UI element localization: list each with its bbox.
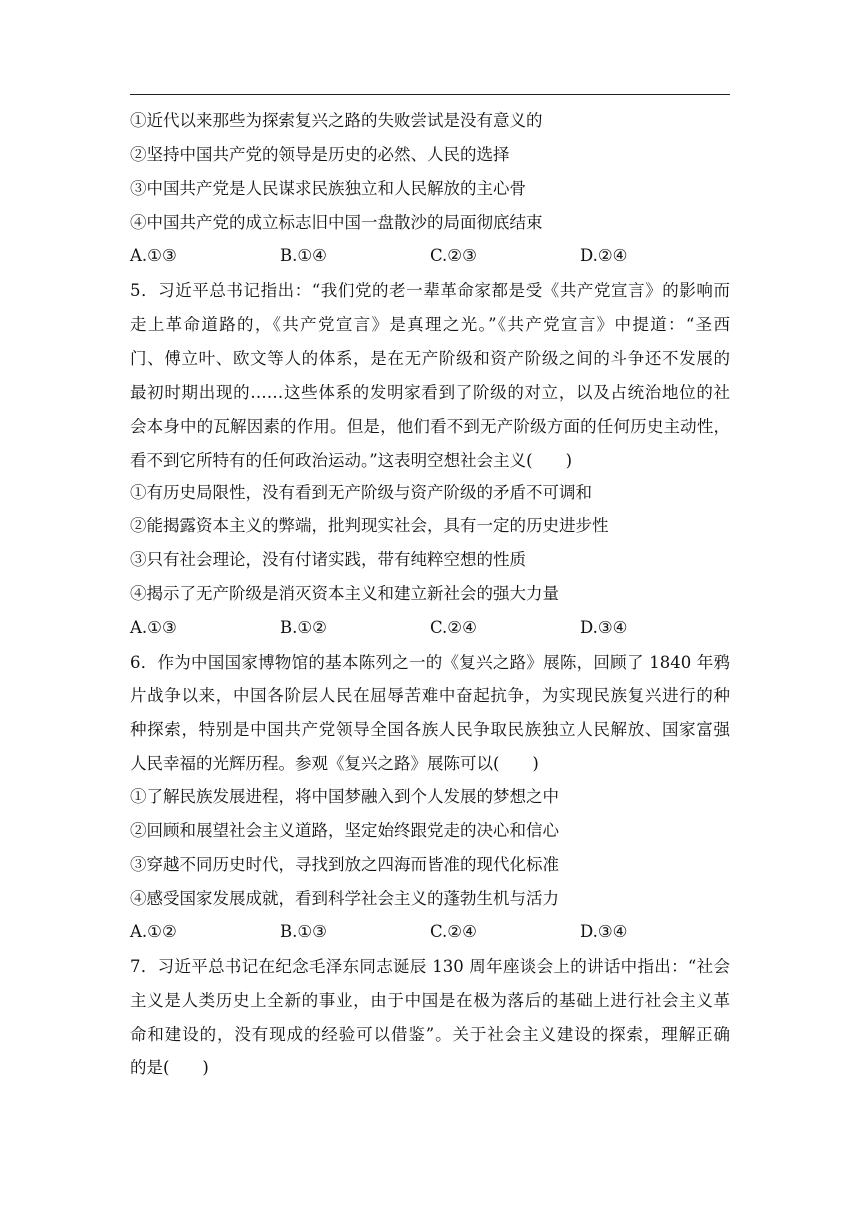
q6-choice-b[interactable]: B.①③ <box>280 922 327 941</box>
q6-stem-line-2: 片战争以来，中国各阶层人民在屈辱苦难中奋起抗争，为实现民族复兴进行的种 <box>130 686 730 705</box>
q6-choice-d[interactable]: D.③④ <box>580 922 628 941</box>
q6-answer-choices <box>130 921 730 943</box>
q4-choice-b[interactable]: B.①④ <box>280 246 327 265</box>
q6-choice-a[interactable]: A.①② <box>130 922 177 941</box>
q6-stem-line-1: 6．作为中国国家博物馆的基本陈列之一的《复兴之路》展陈，回顾了 1840 年鸦 <box>130 653 730 672</box>
q7-stem-line-4: 的是( ) <box>130 1058 209 1077</box>
q5-choice-d[interactable]: D.③④ <box>580 618 628 637</box>
q5-stem-line-3: 门、傅立叶、欧文等人的体系，是在无产阶级和资产阶级之间的斗争还不发展的 <box>130 349 730 368</box>
q7-stem-line-1: 7．习近平总书记在纪念毛泽东同志诞辰 130 周年座谈会上的讲话中指出：“社会 <box>130 957 730 976</box>
q5-stem-line-1: 5．习近平总书记指出：“我们党的老一辈革命家都是受《共产党宣言》的影响而 <box>130 281 730 300</box>
q7-stem-line-2: 主义是人类历史上全新的事业，由于中国是在极为落后的基础上进行社会主义革 <box>130 991 730 1010</box>
q6-option-4: ④感受国家发展成就，看到科学社会主义的蓬勃生机与活力 <box>130 889 559 908</box>
q4-answer-choices <box>130 245 730 267</box>
q4-option-3: ③中国共产党是人民谋求民族独立和人民解放的主心骨 <box>130 179 526 198</box>
q5-option-3: ③只有社会理论，没有付诸实践，带有纯粹空想的性质 <box>130 550 526 569</box>
q6-option-1: ①了解民族发展进程，将中国梦融入到个人发展的梦想之中 <box>130 787 559 806</box>
q4-option-1: ①近代以来那些为探索复兴之路的失败尝试是没有意义的 <box>130 111 543 130</box>
q4-option-4: ④中国共产党的成立标志旧中国一盘散沙的局面彻底结束 <box>130 213 543 232</box>
q6-option-3: ③穿越不同历史时代，寻找到放之四海而皆准的现代化标准 <box>130 855 559 874</box>
q4-option-2: ②坚持中国共产党的领导是历史的必然、人民的选择 <box>130 145 510 164</box>
q5-choice-a[interactable]: A.①③ <box>130 618 177 637</box>
q6-stem-line-4: 人民幸福的光辉历程。参观《复兴之路》展陈可以( ) <box>130 754 539 773</box>
q6-choice-c[interactable]: C.②④ <box>430 922 477 941</box>
q4-choice-a[interactable]: A.①③ <box>130 246 177 265</box>
q6-option-2: ②回顾和展望社会主义道路，坚定始终跟党走的决心和信心 <box>130 821 559 840</box>
q5-option-1: ①有历史局限性，没有看到无产阶级与资产阶级的矛盾不可调和 <box>130 483 592 502</box>
q6-stem-line-3: 种探索，特别是中国共产党领导全国各族人民争取民族独立人民解放、国家富强 <box>130 720 730 739</box>
q5-answer-choices <box>130 617 730 639</box>
q5-choice-c[interactable]: C.②④ <box>430 618 477 637</box>
q5-stem-line-4: 最初时期出现的……这些体系的发明家看到了阶级的对立，以及占统治地位的社 <box>130 383 730 402</box>
q4-choice-d[interactable]: D.②④ <box>580 246 628 265</box>
q7-stem-line-3: 命和建设的，没有现成的经验可以借鉴”。关于社会主义建设的探索，理解正确 <box>130 1025 730 1044</box>
q5-stem-line-5: 会本身中的瓦解因素的作用。但是，他们看不到无产阶级方面的任何历史主动性， <box>130 417 730 436</box>
q5-option-4: ④揭示了无产阶级是消灭资本主义和建立新社会的强大力量 <box>130 584 559 603</box>
q5-stem-line-6: 看不到它所特有的任何政治运动。”这表明空想社会主义( ) <box>130 451 573 470</box>
q5-option-2: ②能揭露资本主义的弊端，批判现实社会，具有一定的历史进步性 <box>130 516 609 535</box>
q5-choice-b[interactable]: B.①② <box>280 618 327 637</box>
q4-choice-c[interactable]: C.②③ <box>430 246 477 265</box>
q5-stem-line-2: 走上革命道路的，《共产党宣言》是真理之光。”《共产党宣言》中提道：“圣西 <box>130 315 730 334</box>
header-rule <box>130 94 730 95</box>
